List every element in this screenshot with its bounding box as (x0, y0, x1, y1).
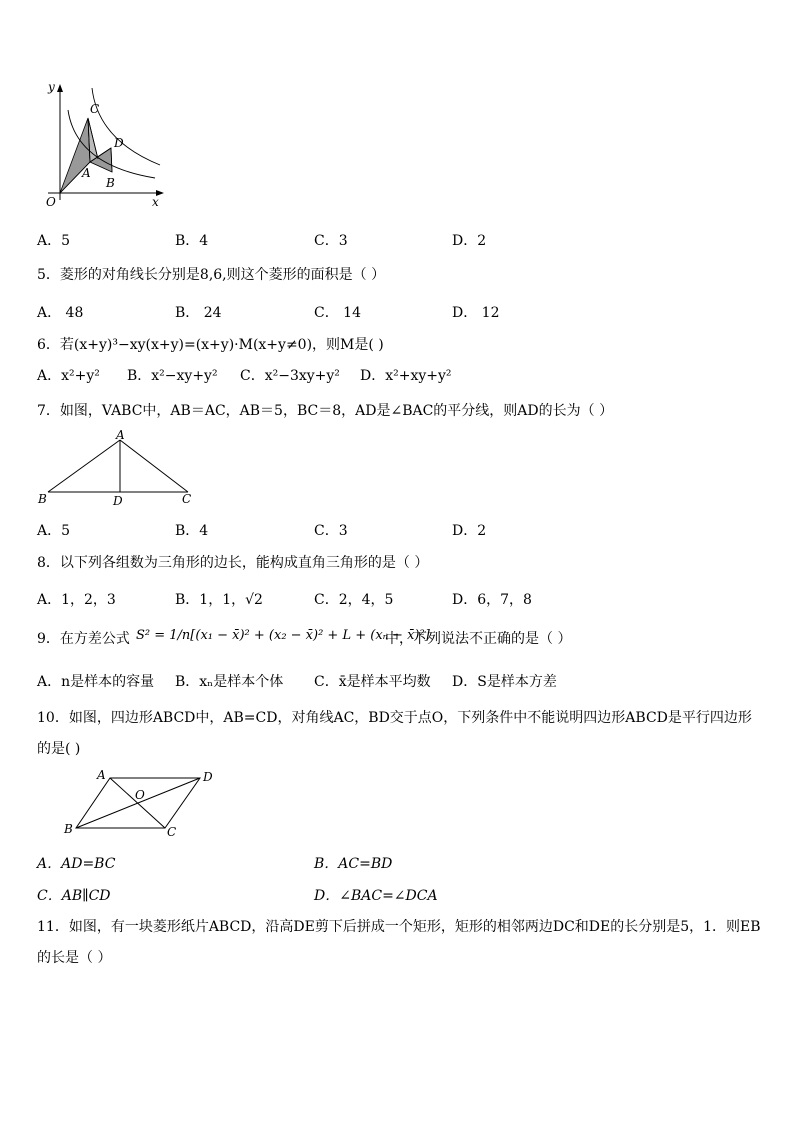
q7-label-b: B (38, 492, 47, 506)
q7-option-b[interactable]: B．4 (175, 523, 209, 539)
q4-label-y: y (48, 80, 55, 94)
q8-option-c[interactable]: C．2，4，5 (314, 592, 394, 608)
q6-option-b[interactable]: B．x²−xy+y² (127, 368, 218, 384)
q10-option-d[interactable]: D．∠BAC=∠DCA (314, 888, 438, 904)
q8-option-d[interactable]: D．6，7，8 (452, 592, 532, 608)
q7-option-a[interactable]: A．5 (37, 523, 71, 539)
q6-option-a[interactable]: A．x²+y² (37, 368, 100, 384)
q10-question-line2: 的是( ) (37, 741, 81, 757)
q7-option-c[interactable]: C．3 (314, 523, 348, 539)
q5-option-d[interactable]: D． 12 (452, 305, 500, 321)
q4-option-a[interactable]: A．5 (37, 233, 71, 249)
q10-option-c[interactable]: C．AB∥CD (37, 888, 111, 904)
q9-question-suffix: 中，下列说法不正确的是（ ） (385, 631, 572, 647)
q8-option-a[interactable]: A．1，2，3 (37, 592, 116, 608)
q4-label-d: D (114, 136, 124, 150)
q6-option-c[interactable]: C．x²−3xy+y² (240, 368, 340, 384)
q7-label-d: D (113, 494, 123, 508)
q10-label-d: D (203, 770, 213, 784)
q10-label-o: O (135, 788, 145, 802)
q10-question-line1: 10．如图，四边形ABCD中，AB=CD，对角线AC，BD交于点O，下列条件中不能说明四边形ABCD是平行四边形 (37, 710, 752, 726)
q9-option-d[interactable]: D．S是样本方差 (452, 674, 557, 690)
q5-option-c[interactable]: C． 14 (314, 305, 361, 321)
q7-label-a: A (116, 428, 125, 442)
q8-question: 8．以下列各组数为三角形的边长，能构成直角三角形的是（ ） (37, 555, 429, 571)
q8-option-b[interactable]: B．1，1，√2 (175, 592, 263, 608)
q5-question: 5．菱形的对角线长分别是8,6,则这个菱形的面积是（ ） (37, 267, 386, 283)
q6-option-d[interactable]: D．x²+xy+y² (360, 368, 452, 384)
q7-label-c: C (182, 492, 192, 506)
q11-question-line1: 11．如图，有一块菱形纸片ABCD，沿高DE剪下后拼成一个矩形，矩形的相邻两边DC和DE的长分别是5，1．则EB (37, 919, 761, 935)
q9-variance-formula: S² = 1/n[(x₁ − x̄)² + (x₂ − x̄)² + L + (xₙ − x̄)²] (136, 628, 430, 643)
q9-option-c[interactable]: C．x̄是样本平均数 (314, 674, 431, 690)
q7-option-d[interactable]: D．2 (452, 523, 487, 539)
q5-option-b[interactable]: B． 24 (175, 305, 222, 321)
q9-option-b[interactable]: B．xₙ是样本个体 (175, 674, 284, 690)
q4-label-c: C (90, 102, 100, 116)
q9-option-a[interactable]: A．n是样本的容量 (37, 674, 155, 690)
q4-option-b[interactable]: B．4 (175, 233, 209, 249)
q9-question-prefix: 9．在方差公式 (37, 631, 130, 647)
q4-label-a: A (82, 166, 91, 180)
q4-figure (40, 80, 170, 215)
q10-label-b: B (64, 822, 73, 836)
q4-label-x: x (152, 195, 159, 209)
q4-label-o: O (46, 195, 56, 209)
q10-option-a[interactable]: A．AD=BC (37, 856, 116, 872)
q10-parallelogram-figure (70, 772, 210, 834)
q10-option-b[interactable]: B．AC=BD (314, 856, 393, 872)
q6-question: 6．若(x+y)³−xy(x+y)=(x+y)·M(x+y≠0)，则M是( ) (37, 337, 384, 353)
q4-option-c[interactable]: C．3 (314, 233, 348, 249)
q5-option-a[interactable]: A． 48 (37, 305, 84, 321)
q10-label-c: C (167, 825, 177, 839)
q10-label-a: A (97, 768, 106, 782)
q4-label-b: B (106, 176, 115, 190)
q7-question: 7．如图，VABC中，AB＝AC，AB＝5，BC＝8，AD是∠BAC的平分线，则AD的长为（ ） (37, 403, 614, 419)
q11-question-line2: 的长是（ ） (37, 950, 112, 966)
q4-option-d[interactable]: D．2 (452, 233, 487, 249)
